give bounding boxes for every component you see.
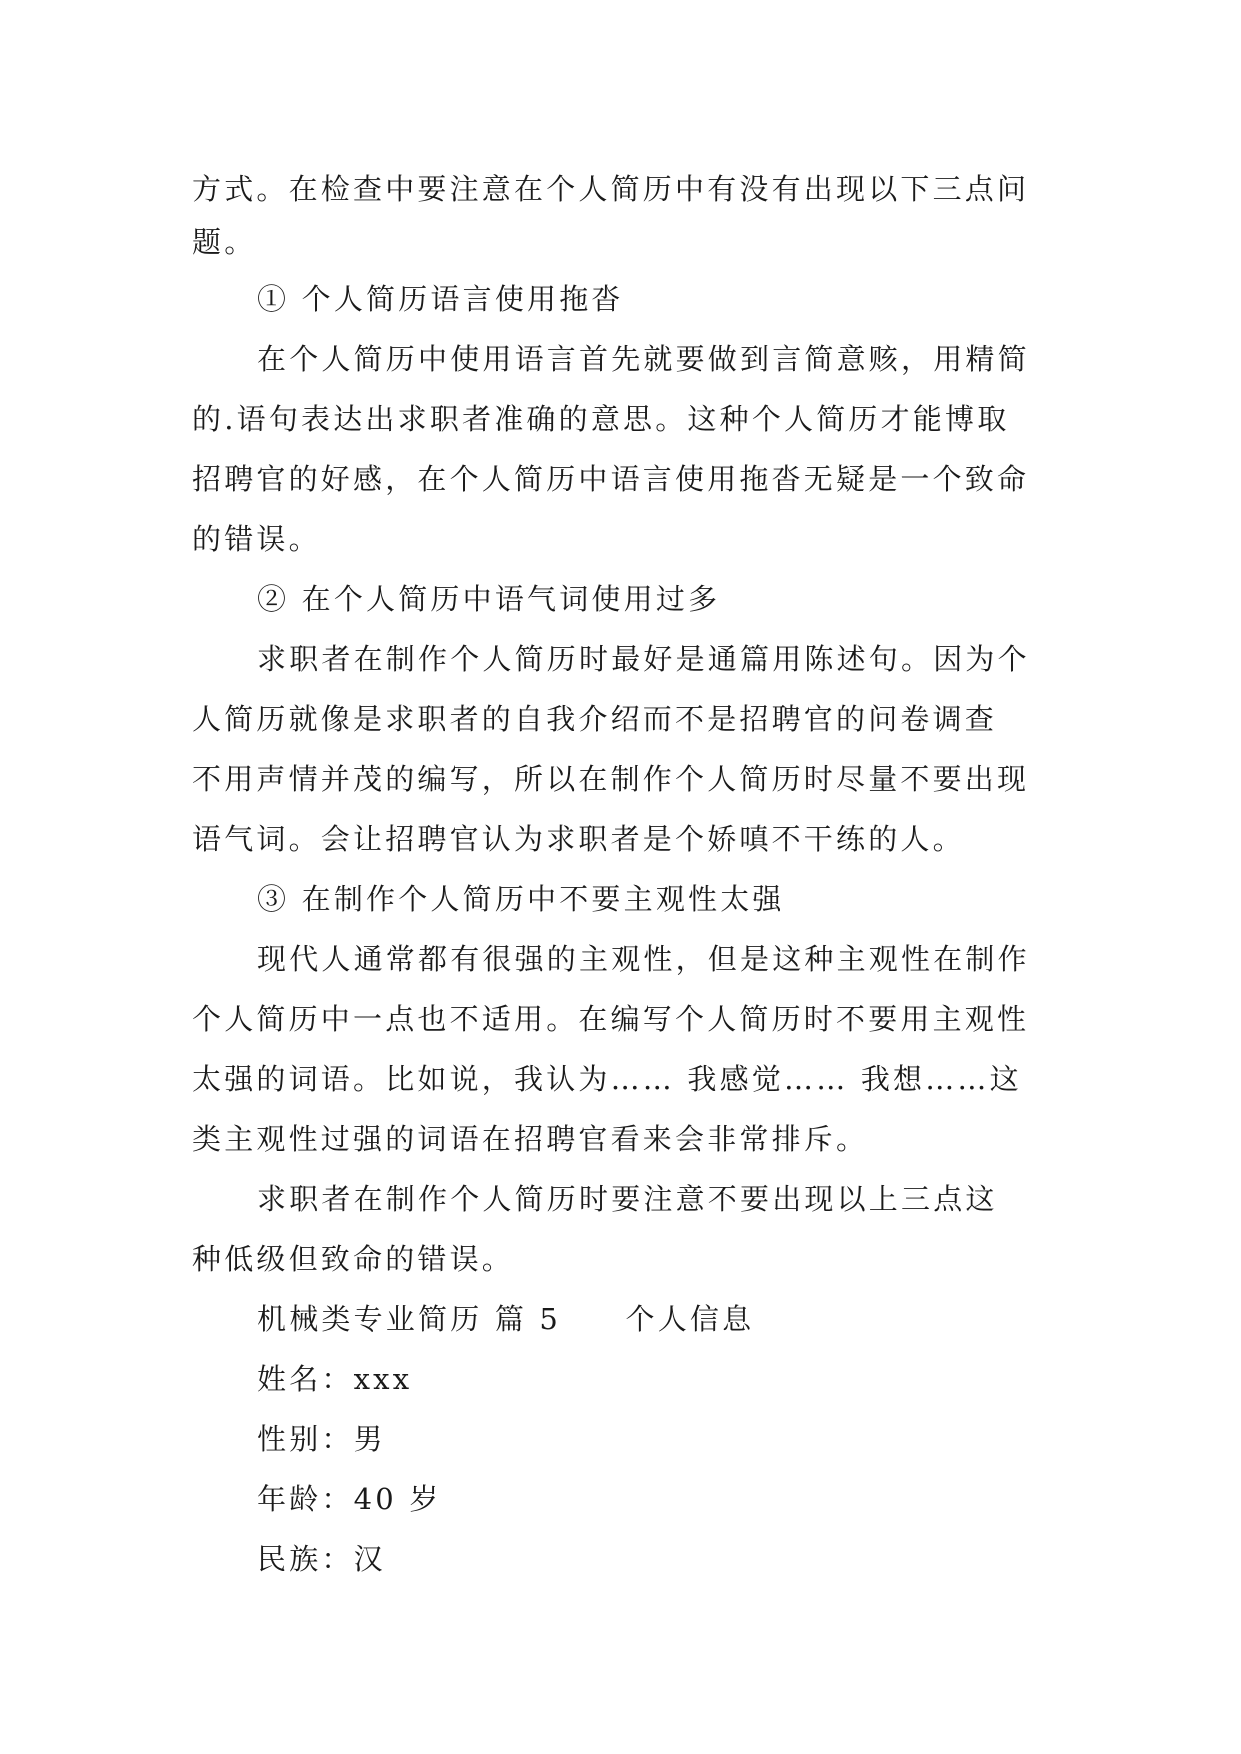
resume-section-title: 机械类专业简历 篇 5 个人信息 bbox=[257, 1302, 755, 1336]
body-line-11: 不用声情并茂的编写，所以在制作个人简历时尽量不要出现 bbox=[192, 762, 1030, 796]
body-line-12: 语气词。会让招聘官认为求职者是个娇嗔不干练的人。 bbox=[192, 822, 965, 856]
body-line-19: 种低级但致命的错误。 bbox=[192, 1242, 515, 1276]
body-line-9: 求职者在制作个人简历时最好是通篇用陈述句。因为个 bbox=[257, 642, 1030, 676]
body-line-16: 太强的词语。比如说，我认为…… 我感觉…… 我想……这 bbox=[192, 1062, 1022, 1096]
body-line-7: 的错误。 bbox=[192, 522, 321, 556]
section-heading-3: ③ 在制作个人简历中不要主观性太强 bbox=[257, 882, 785, 916]
field-gender: 性别：男 bbox=[257, 1422, 386, 1456]
field-age: 年龄：40 岁 bbox=[257, 1482, 442, 1516]
section-heading-2: ② 在个人简历中语气词使用过多 bbox=[257, 582, 721, 616]
body-line-17: 类主观性过强的词语在招聘官看来会非常排斥。 bbox=[192, 1122, 869, 1156]
body-line-15: 个人简历中一点也不适用。在编写个人简历时不要用主观性 bbox=[192, 1002, 1030, 1036]
body-line-18: 求职者在制作个人简历时要注意不要出现以上三点这 bbox=[257, 1182, 998, 1216]
body-line-5: 的.语句表达出求职者准确的意思。这种个人简历才能博取 bbox=[192, 402, 1010, 436]
field-ethnicity: 民族：汉 bbox=[257, 1542, 386, 1576]
body-line-10: 人简历就像是求职者的自我介绍而不是招聘官的问卷调查 bbox=[192, 702, 998, 736]
field-name: 姓名：xxx bbox=[257, 1362, 413, 1396]
section-heading-1: ① 个人简历语言使用拖沓 bbox=[257, 282, 624, 316]
body-line-1: 方式。在检查中要注意在个人简历中有没有出现以下三点问 bbox=[192, 172, 1030, 206]
body-line-2: 题。 bbox=[192, 225, 257, 259]
body-line-6: 招聘官的好感，在个人简历中语言使用拖沓无疑是一个致命 bbox=[192, 462, 1030, 496]
body-line-14: 现代人通常都有很强的主观性，但是这种主观性在制作 bbox=[257, 942, 1030, 976]
body-line-4: 在个人简历中使用语言首先就要做到言简意赅，用精简 bbox=[257, 342, 1030, 376]
